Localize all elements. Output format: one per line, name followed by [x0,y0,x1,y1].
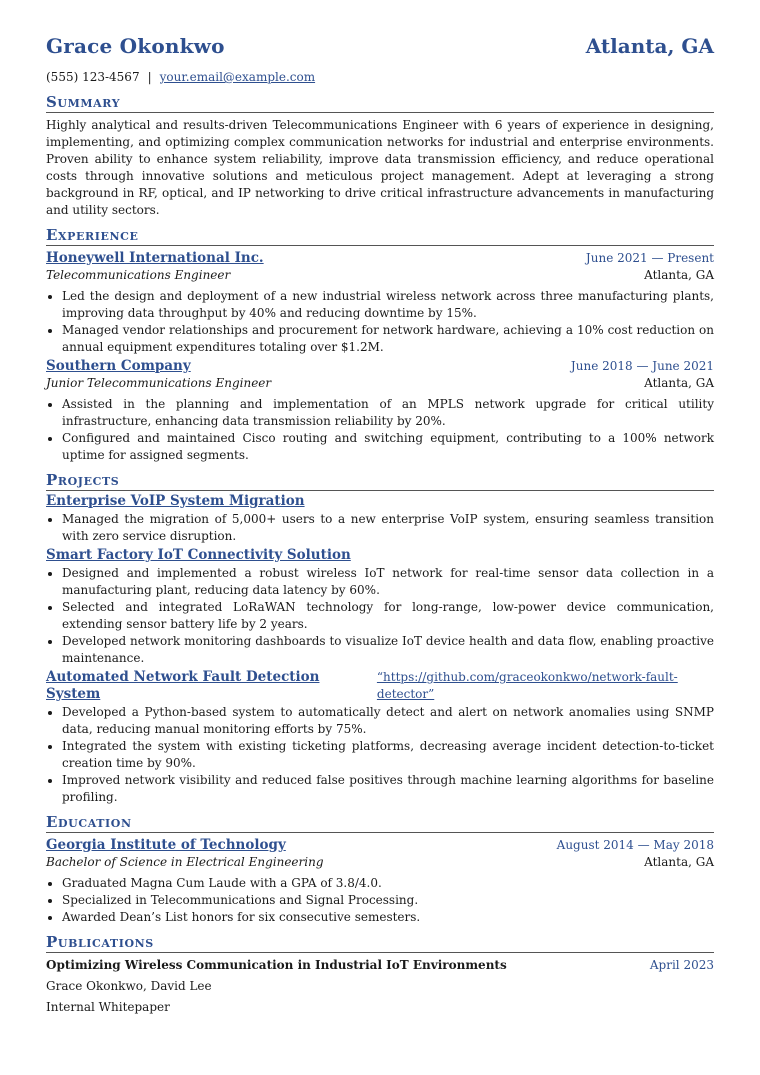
candidate-name: Grace Okonkwo [46,34,225,58]
experience-heading: Experience [46,227,714,246]
degree: Bachelor of Science in Electrical Engineering [46,855,324,869]
job-bullets [46,396,714,464]
resume-page [46,34,714,1016]
job-bullets [46,288,714,356]
email-link[interactable]: your.email@example.com [159,70,316,84]
education-entry [46,837,714,926]
job-entry [46,358,714,464]
job-role: Telecommunications Engineer [46,268,231,282]
job-dates: June 2018 — June 2021 [570,359,714,373]
company-name[interactable]: Honeywell International Inc. [46,250,264,266]
project-entry [46,547,714,667]
bullet-item: • Led the design and deployment of a new industrial wireless network across three manufacturing plants, improving data throughput by 40% and reducing downtime by 15%. [62,288,714,322]
education-dates: August 2014 — May 2018 [556,838,714,852]
bullet-item: • Graduated Magna Cum Laude with a GPA of 3.8/4.0. [62,875,714,892]
job-location: Atlanta, GA [644,268,714,282]
school-name[interactable]: Georgia Institute of Technology [46,837,286,853]
summary-text: Highly analytical and results-driven Telecommunications Engineer with 6 years of experience in designing, implementing, and optimizing complex communication networks for industrial and enterprise environments. Proven ability to enhance system reliability, improve data transmission efficiency, and reduce operational costs through innovative solutions and meticulous project management. Adept at leveraging a strong background in RF, optical, and IP networking to drive critical infrastructure advancements in manufacturing and utility sectors. [46,118,714,217]
publication-date: April 2023 [649,958,714,972]
bullet-item: • Selected and integrated LoRaWAN technology for long-range, low-power device communication, extending sensor battery life by 2 years. [62,599,714,633]
project-name[interactable]: Enterprise VoIP System Migration [46,493,305,509]
bullet-item: • Developed a Python-based system to automatically detect and alert on network anomalies using SNMP data, reducing manual monitoring efforts by 75%. [62,704,714,738]
summary-heading: Summary [46,94,714,113]
job-location: Atlanta, GA [644,376,714,390]
bullet-item: • Configured and maintained Cisco routing and switching equipment, contributing to a 100% network uptime for assigned segments. [62,430,714,464]
project-entry [46,669,714,806]
project-bullets [46,704,714,806]
education-location: Atlanta, GA [644,855,714,869]
resume-header [46,34,714,66]
candidate-location: Atlanta, GA [585,34,714,58]
education-bullets [46,875,714,926]
project-entry [46,493,714,545]
publications-heading: Publications [46,934,714,953]
projects-heading: Projects [46,472,714,491]
bullet-item: • Designed and implemented a robust wireless IoT network for real-time sensor data collection in a manufacturing plant, reducing data latency by 60%. [62,565,714,599]
bullet-item: • Improved network visibility and reduced false positives through machine learning algorithms for baseline profiling. [62,772,714,806]
bullet-item: • Specialized in Telecommunications and Signal Processing. [62,892,714,909]
job-role: Junior Telecommunications Engineer [46,376,272,390]
phone-number: (555) 123-4567 [46,70,140,84]
project-link[interactable]: “https://github.com/graceokonkwo/network-fault-detector” [376,670,678,701]
publication-entry [46,957,714,1016]
bullet-item: • Managed vendor relationships and procurement for network hardware, achieving a 10% cost reduction on annual equipment expenditures totaling over $1.2M. [62,322,714,356]
bullet-item: • Integrated the system with existing ticketing platforms, decreasing average incident detection-to-ticket creation time by 90%. [62,738,714,772]
project-bullets [46,565,714,667]
contact-line [46,69,714,86]
project-bullets [46,511,714,545]
project-name[interactable]: Smart Factory IoT Connectivity Solution [46,547,351,563]
publication-venue: Internal Whitepaper [46,1000,170,1014]
contact-separator: | [147,70,152,84]
bullet-item: • Managed the migration of 5,000+ users to a new enterprise VoIP system, ensuring seamless transition with zero service disruption. [62,511,714,545]
bullet-item: • Assisted in the planning and implementation of an MPLS network upgrade for critical utility infrastructure, enhancing data transmission reliability by 20%. [62,396,714,430]
publication-title: Optimizing Wireless Communication in Industrial IoT Environments [46,958,507,972]
bullet-item: • Awarded Dean’s List honors for six consecutive semesters. [62,909,714,926]
education-heading: Education [46,814,714,833]
job-dates: June 2021 — Present [585,251,714,265]
publication-authors: Grace Okonkwo, David Lee [46,979,212,993]
job-entry [46,250,714,356]
company-name[interactable]: Southern Company [46,358,191,374]
bullet-item: • Developed network monitoring dashboards to visualize IoT device health and data flow, enabling proactive maintenance. [62,633,714,667]
project-name[interactable]: Automated Network Fault Detection System [46,669,320,702]
